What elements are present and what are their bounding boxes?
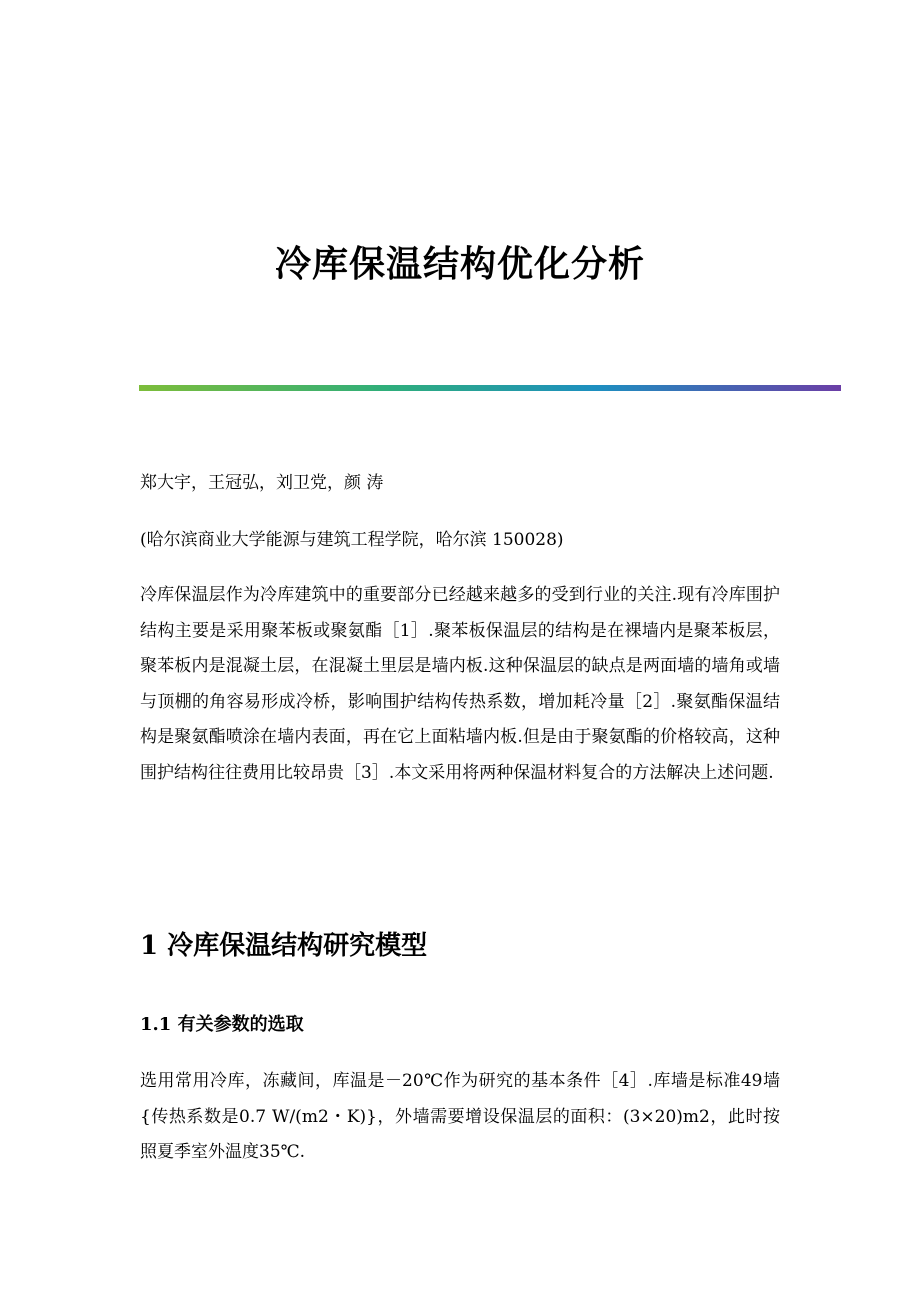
body-paragraph: 选用常用冷库，冻藏间，库温是－20℃作为研究的基本条件［4］.库墙是标准49墙{传热系数是0.7 W/(m2・K)}，外墙需要增设保温层的面积：(3×20)m2，此时按照夏季室外温度35℃. <box>140 1071 780 1162</box>
document-title: 冷库保温结构优化分析 <box>274 243 645 286</box>
subsection-heading: 1.1 有关参数的选取 <box>140 1014 304 1035</box>
abstract-paragraph: 冷库保温层作为冷库建筑中的重要部分已经越来越多的受到行业的关注.现有冷库围护结构主要是采用聚苯板或聚氨酯［1］.聚苯板保温层的结构是在裸墙内是聚苯板层，聚苯板内是混凝土层，在混凝土里层是墙内板.这种保温层的缺点是两面墙的墙角或墙与顶棚的角容易形成冷桥，影响围护结构传热系数，增加耗冷量［2］.聚氨酯保温结构是聚氨酯喷涂在墙内表面，再在它上面粘墙内板.但是由于聚氨酯的价格较高，这种围护结构往往费用比较昂贵［3］.本文采用将两种保温材料复合的方法解决上述问题. <box>140 585 780 783</box>
title-divider <box>139 385 841 391</box>
authors: 郑大宇，王冠弘，刘卫党，颜 涛 <box>140 473 384 493</box>
section-heading: 1 冷库保温结构研究模型 <box>140 931 428 961</box>
affiliation: (哈尔滨商业大学能源与建筑工程学院，哈尔滨 150028) <box>140 530 564 550</box>
